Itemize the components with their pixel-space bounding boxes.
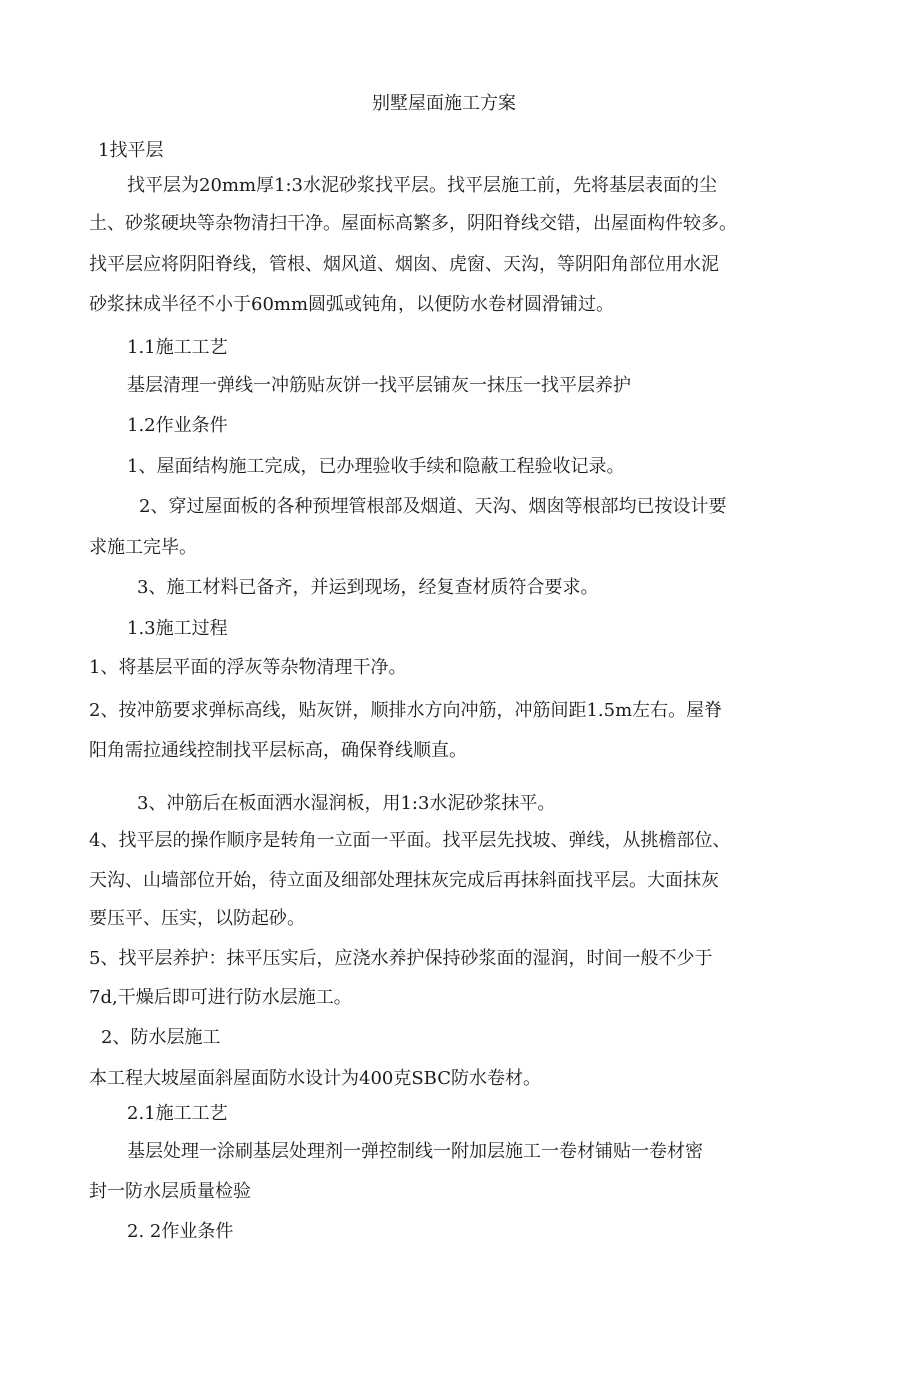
document-title: 别墅屋面施工方案 — [372, 93, 516, 114]
subsection-heading: 1.2作业条件 — [127, 415, 228, 436]
list-item: 1、将基层平面的浮灰等杂物清理干净。 — [89, 657, 407, 678]
list-item: 要压平、压实，以防起砂。 — [89, 908, 305, 929]
section-heading: 2、防水层施工 — [101, 1027, 221, 1048]
subsection-heading: 2. 2作业条件 — [127, 1221, 234, 1242]
list-item: 求施工完毕。 — [89, 537, 197, 558]
subsection-heading: 1.1施工工艺 — [127, 337, 228, 358]
list-item: 4、找平层的操作顺序是转角一立面一平面。找平层先找坡、弹线，从挑檐部位、 — [89, 830, 731, 851]
subsection-heading: 1.3施工过程 — [127, 618, 228, 639]
list-item: 2、按冲筋要求弹标高线，贴灰饼，顺排水方向冲筋，冲筋间距1.5m左右。屋脊 — [89, 700, 723, 721]
list-item: 1、屋面结构施工完成，已办理验收手续和隐蔽工程验收记录。 — [127, 456, 625, 477]
paragraph-line: 本工程大坡屋面斜屋面防水设计为400克SBC防水卷材。 — [89, 1068, 542, 1089]
list-item: 天沟、山墙部位开始，待立面及细部处理抹灰完成后再抹斜面找平层。大面抹灰 — [89, 870, 719, 891]
list-item: 5、找平层养护：抹平压实后，应浇水养护保持砂浆面的湿润，时间一般不少于 — [89, 948, 713, 969]
list-item: 2、穿过屋面板的各种预埋管根部及烟道、天沟、烟囱等根部均已按设计要 — [139, 496, 727, 517]
paragraph-line: 基层清理一弹线一冲筋贴灰饼一找平层铺灰一抹压一找平层养护 — [127, 375, 631, 396]
paragraph-line: 砂浆抹成半径不小于60mm圆弧或钝角，以便防水卷材圆滑铺过。 — [89, 294, 615, 315]
paragraph-line: 找平层应将阴阳脊线，管根、烟风道、烟囱、虎窗、天沟，等阴阳角部位用水泥 — [89, 254, 719, 275]
section-heading: 1找平层 — [98, 140, 164, 161]
subsection-heading: 2.1施工工艺 — [127, 1103, 228, 1124]
list-item: 7d,干燥后即可进行防水层施工。 — [89, 987, 352, 1008]
paragraph-line: 基层处理一涂刷基层处理剂一弹控制线一附加层施工一卷材铺贴一卷材密 — [127, 1141, 703, 1162]
paragraph-line: 土、砂浆硬块等杂物清扫干净。屋面标高繁多，阴阳脊线交错，出屋面构件较多。 — [89, 213, 737, 234]
paragraph-line: 找平层为20mm厚1:3水泥砂浆找平层。找平层施工前，先将基层表面的尘 — [127, 175, 718, 196]
list-item: 3、冲筋后在板面洒水湿润板，用1:3水泥砂浆抹平。 — [137, 793, 556, 814]
list-item: 3、施工材料已备齐，并运到现场，经复查材质符合要求。 — [137, 577, 599, 598]
paragraph-line: 封一防水层质量检验 — [89, 1181, 251, 1202]
list-item: 阳角需拉通线控制找平层标高，确保脊线顺直。 — [89, 740, 467, 761]
